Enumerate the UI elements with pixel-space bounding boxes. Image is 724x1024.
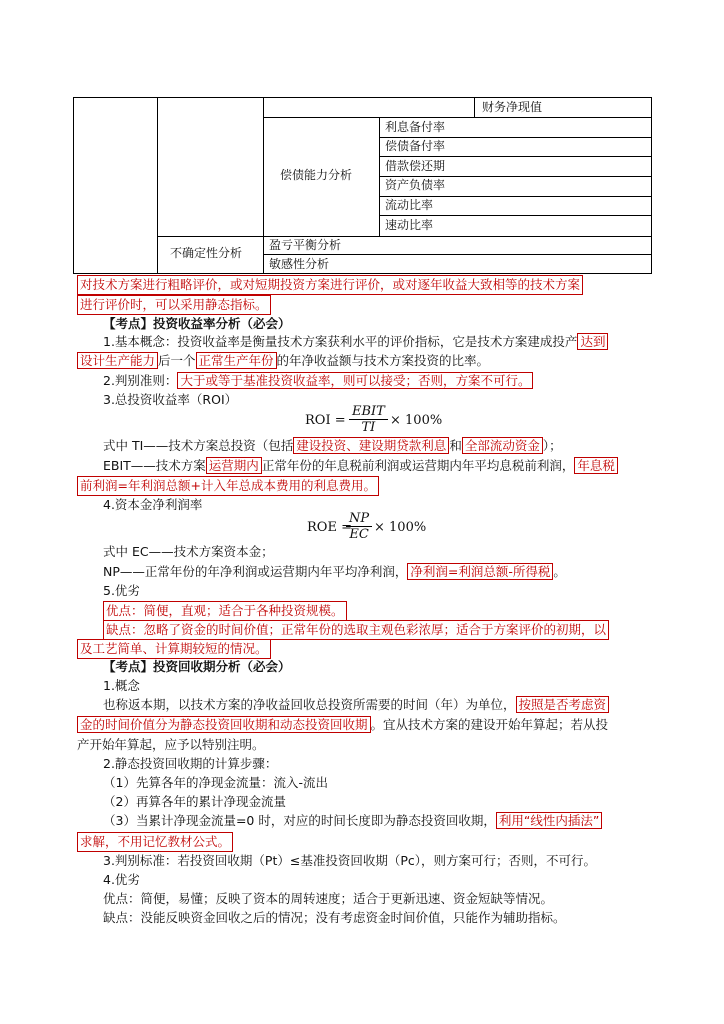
- roe-formula-rhs: × 100%: [374, 520, 427, 535]
- roi-ebit-highlight: 年息税: [574, 457, 618, 474]
- roi-formula-numerator: EBIT: [352, 404, 385, 419]
- payback-steps-title: 2.静态投资回收期的计算步骤：: [103, 756, 278, 771]
- roi-formula-fraction: [349, 404, 388, 435]
- roi-concept-highlight: 正常生产年份: [196, 352, 277, 369]
- payback-cons-line: 缺点：没能反映资金回收之后的情况；没有考虑资金时间价值，只能作为辅助指标。: [103, 910, 566, 925]
- table-cell-uncertainty-item: 盈亏平衡分析: [269, 238, 342, 252]
- table-cell-debt-item: 资产负债率: [385, 178, 446, 192]
- payback-step: （1）先算各年的净现金流量：流入-流出: [103, 775, 328, 790]
- roe-title: 4.资本金净利润率: [103, 497, 203, 512]
- roi-section-heading: 【考点】投资收益率分析（必会）: [103, 316, 291, 331]
- table-border-top: [73, 97, 652, 98]
- roe-formula-denominator: EC: [346, 526, 372, 542]
- roi-concept-text: 1.基本概念：投资收益率是衡量技术方案获利水平的评价指标，它是技术方案建成投产: [103, 334, 578, 349]
- table-hline: [263, 254, 652, 255]
- roi-formula-lhs: ROI =: [305, 413, 346, 428]
- payback-concept-title: 1.概念: [103, 678, 140, 693]
- table-hline: [263, 117, 652, 118]
- table-cell-debt-item: 偿债备付率: [385, 139, 446, 153]
- table-hline: [379, 156, 652, 157]
- payback-pros-title: 4.优劣: [103, 872, 140, 887]
- roi-pros-title: 5.优劣: [103, 583, 140, 598]
- roi-ebit-line1: [103, 457, 618, 475]
- roi-formula-denominator: TI: [349, 419, 388, 435]
- roi-cons-line2: 及工艺简单、计算期较短的情况。: [77, 639, 271, 659]
- table-border-col3b: [474, 97, 475, 117]
- roi-concept-text: 的年净收益额与技术方案投资的比率。: [276, 353, 490, 368]
- table-cell-uncertainty-item: 敏感性分析: [269, 257, 330, 271]
- table-border-right: [651, 97, 652, 273]
- payback-pros-line: 优点：简便，易懂；反映了资本的周转速度；适合于更新迅速、资金短缺等情况。: [103, 891, 554, 906]
- roi-judge-line: [103, 372, 533, 390]
- roi-ebit-text: 正常年份的年息税前利润或运营期内年平均息税前利润，: [261, 458, 575, 473]
- table-border-col1: [157, 97, 158, 273]
- table-cell-debt-group: 偿债能力分析: [280, 168, 353, 182]
- roe-np-highlight: 净利润=利润总额-所得税: [407, 563, 553, 580]
- roi-concept-text: 后一个: [158, 353, 196, 368]
- table-cell-debt-item: 流动比率: [385, 198, 434, 212]
- roi-concept-highlight: 达到: [577, 333, 608, 350]
- payback-step-text: （3）当累计净现金流量=0 时，对应的时间长度即为静态投资回收期，: [103, 813, 496, 828]
- table-cell-debt-item: 借款偿还期: [385, 159, 446, 173]
- roi-concept-line2: [77, 352, 489, 370]
- payback-step: （2）再算各年的累计净现金流量: [103, 794, 286, 809]
- roi-formula-rhs: × 100%: [390, 413, 443, 428]
- roe-np-text: NP——正常年份的年净利润或运营期内年平均净利润，: [103, 564, 408, 579]
- roi-judge-label: 2.判别准则：: [103, 373, 178, 388]
- roi-ti-highlight: 全部流动资金: [462, 437, 543, 454]
- roe-np-line: [103, 563, 566, 581]
- table-border-col2: [263, 97, 264, 273]
- roi-cons-line1: 缺点：忽略了资金的时间价值；正常年份的选取主观色彩浓厚；适合于方案评价的初期，以: [103, 620, 609, 640]
- intro-note-line2: 进行评价时，可以采用静态指标。: [77, 295, 271, 315]
- table-cell-debt-item: 速动比率: [385, 218, 434, 232]
- table-cell-fin-npv: 财务净现值: [482, 100, 543, 114]
- roi-ebit-line2: 前利润=年利润总额+计入年总成本费用的利息费用。: [77, 476, 379, 496]
- table-hline: [379, 215, 652, 216]
- roi-concept-line1: [103, 333, 608, 351]
- roe-formula-fraction: [346, 511, 372, 542]
- intro-note-line1: 对技术方案进行粗略评价，或对短期投资方案进行评价，或对逐年收益大致相等的技术方案: [77, 275, 583, 295]
- roi-pros-line: 优点：简便，直观；适合于各种投资规模。: [103, 601, 347, 621]
- roi-concept-highlight: 设计生产能力: [77, 352, 158, 369]
- roe-ec-line: 式中 EC——技术方案资本金；: [103, 544, 274, 559]
- payback-concept-highlight: 金的时间价值分为静态投资回收期和动态投资回收期: [77, 716, 371, 733]
- roi-title: 3.总投资收益率（ROI）: [103, 392, 238, 407]
- roi-ti-text: 式中 TI——技术方案总投资（包括: [103, 438, 294, 453]
- roe-formula-numerator: NP: [349, 511, 370, 526]
- payback-judge-line: 3.判别标准：若投资回收期（Pt）≤基准投资回收期（Pc），则方案可行；否则，不可行。: [103, 853, 597, 868]
- table-hline: [157, 236, 652, 237]
- table-cell-uncertainty-group: 不确定性分析: [170, 246, 243, 260]
- payback-concept-line1: [103, 696, 609, 714]
- payback-step-highlight: 利用“线性内插法”: [496, 812, 602, 829]
- roi-ebit-text: EBIT——技术方案: [103, 458, 206, 473]
- table-border-left: [73, 97, 74, 273]
- roi-judge-highlight: 大于或等于基准投资收益率，则可以接受；否则，方案不可行。: [177, 372, 533, 389]
- table-border-bottom: [73, 273, 652, 274]
- roi-ti-line: [103, 437, 562, 455]
- payback-step3-line2: 求解，不用记忆教材公式。: [77, 832, 233, 852]
- payback-step3-line1: [103, 812, 602, 830]
- roe-formula-lhs: ROE =: [307, 520, 352, 535]
- roi-ti-highlight: 建设投资、建设期贷款利息: [293, 437, 449, 454]
- payback-concept-highlight: 按照是否考虑资: [516, 696, 610, 713]
- payback-concept-line3: 产开始年算起，应予以特别注明。: [77, 737, 265, 752]
- roe-np-text: 。: [553, 564, 566, 579]
- payback-concept-text: 也称返本期，以技术方案的净收益回收总投资所需要的时间（年）为单位，: [103, 697, 516, 712]
- roi-ebit-highlight: 运营期内: [206, 457, 262, 474]
- payback-concept-text: 。宜从技术方案的建设开始年算起；若从投: [370, 717, 609, 732]
- table-cell-debt-item: 利息备付率: [385, 120, 446, 134]
- roi-ti-text: ）；: [542, 438, 562, 453]
- payback-section-heading: 【考点】投资回收期分析（必会）: [103, 659, 291, 674]
- roi-ti-text: 和: [449, 438, 462, 453]
- payback-concept-line2: [77, 716, 608, 734]
